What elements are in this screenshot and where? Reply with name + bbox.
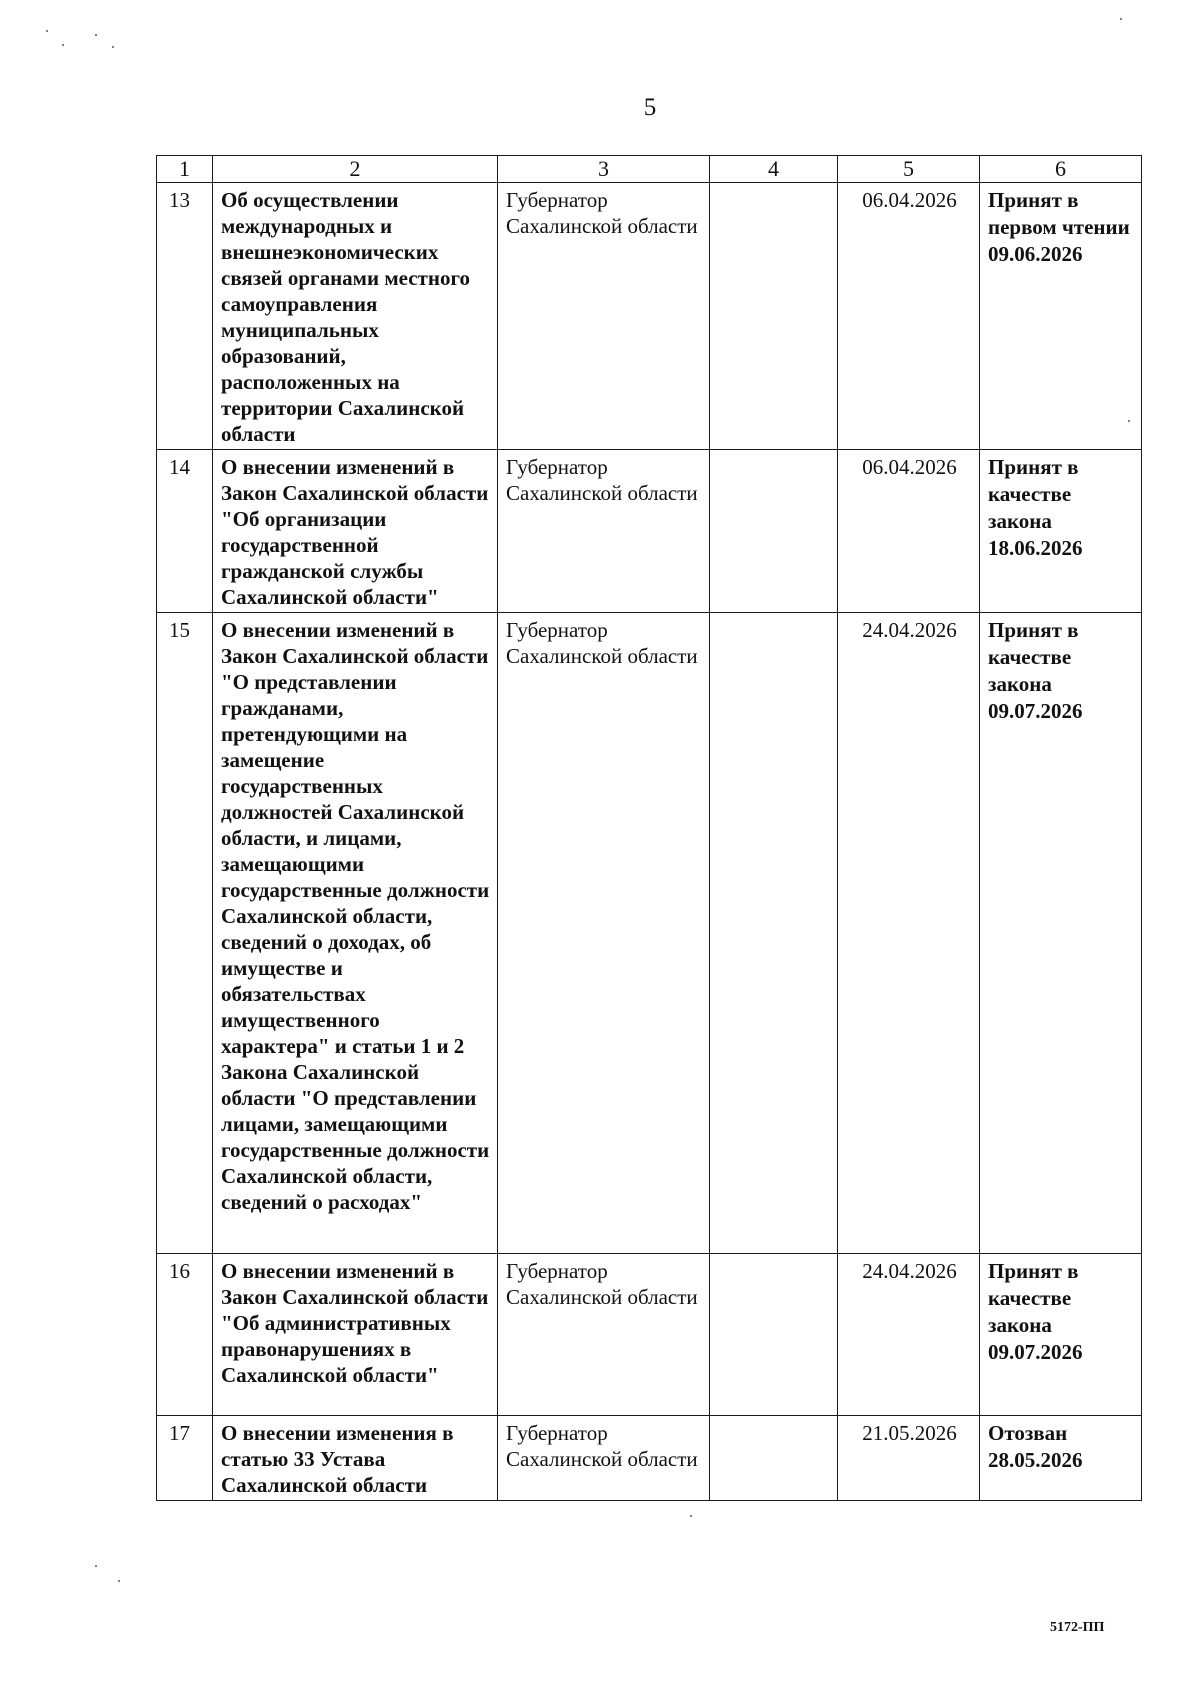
scan-speck [62,44,64,46]
row-number: 13 [157,183,213,450]
bill-initiator: Губернатор Сахалинской области [498,1416,710,1501]
page-number: 5 [643,94,657,121]
column-4-cell [710,1254,838,1416]
bill-title: О внесении изменений в Закон Сахалинской области "Об административных правонарушениях в Сахалинской области" [213,1254,498,1416]
bill-date: 24.04.2026 [838,1254,980,1416]
row-number: 15 [157,613,213,1254]
column-number: 5 [838,156,980,183]
bill-status: Отозван 28.05.2026 [980,1416,1142,1501]
column-number: 2 [213,156,498,183]
scan-speck [112,46,114,48]
scan-speck [118,1580,120,1582]
table-row [157,1254,1142,1416]
table-row [157,183,1142,450]
table-row [157,450,1142,613]
column-number: 1 [157,156,213,183]
document-code: 5172-ПП [1050,1620,1105,1635]
bill-status: Принят в качестве закона 09.07.2026 [980,1254,1142,1416]
row-number: 16 [157,1254,213,1416]
bill-initiator: Губернатор Сахалинской области [498,450,710,613]
column-number: 6 [980,156,1142,183]
bill-title: Об осуществлении международных и внешнеэкономических связей органами местного самоуправления муниципальных образований, расположенных на территории Сахалинской области [213,183,498,450]
row-number: 14 [157,450,213,613]
scan-speck [95,34,97,36]
bill-date: 06.04.2026 [838,450,980,613]
column-number-row [157,156,1142,183]
bill-status: Принят в первом чтении 09.06.2026 [980,183,1142,450]
scan-speck [1128,420,1130,422]
row-number: 17 [157,1416,213,1501]
bill-date: 24.04.2026 [838,613,980,1254]
bill-initiator: Губернатор Сахалинской области [498,1254,710,1416]
bill-initiator: Губернатор Сахалинской области [498,183,710,450]
scan-speck [46,30,48,32]
column-number: 3 [498,156,710,183]
bill-date: 21.05.2026 [838,1416,980,1501]
bills-table [156,155,1142,1501]
column-4-cell [710,450,838,613]
column-4-cell [710,183,838,450]
column-number: 4 [710,156,838,183]
column-4-cell [710,1416,838,1501]
scan-speck [1120,18,1122,20]
scan-speck [95,1565,97,1567]
table-row [157,1416,1142,1501]
bill-title: О внесении изменений в Закон Сахалинской области "Об организации государственной гражданской службы Сахалинской области" [213,450,498,613]
bill-status: Принят в качестве закона 09.07.2026 [980,613,1142,1254]
bill-title: О внесении изменений в Закон Сахалинской области "О представлении гражданами, претендующими на замещение государственных должностей Сахалинской области, и лицами, замещающими государственные должности Сахалинской области, сведений о доходах, об имуществе и обязательствах имущественного характера" и статьи 1 и 2 Закона Сахалинской области "О представлении лицами, замещающими государственные должности Сахалинской области, сведений о расходах" [213,613,498,1254]
bill-initiator: Губернатор Сахалинской области [498,613,710,1254]
bill-date: 06.04.2026 [838,183,980,450]
bill-title: О внесении изменения в статью 33 Устава Сахалинской области [213,1416,498,1501]
column-4-cell [710,613,838,1254]
bill-status: Принят в качестве закона 18.06.2026 [980,450,1142,613]
scan-speck [690,1515,692,1517]
table-row [157,613,1142,1254]
